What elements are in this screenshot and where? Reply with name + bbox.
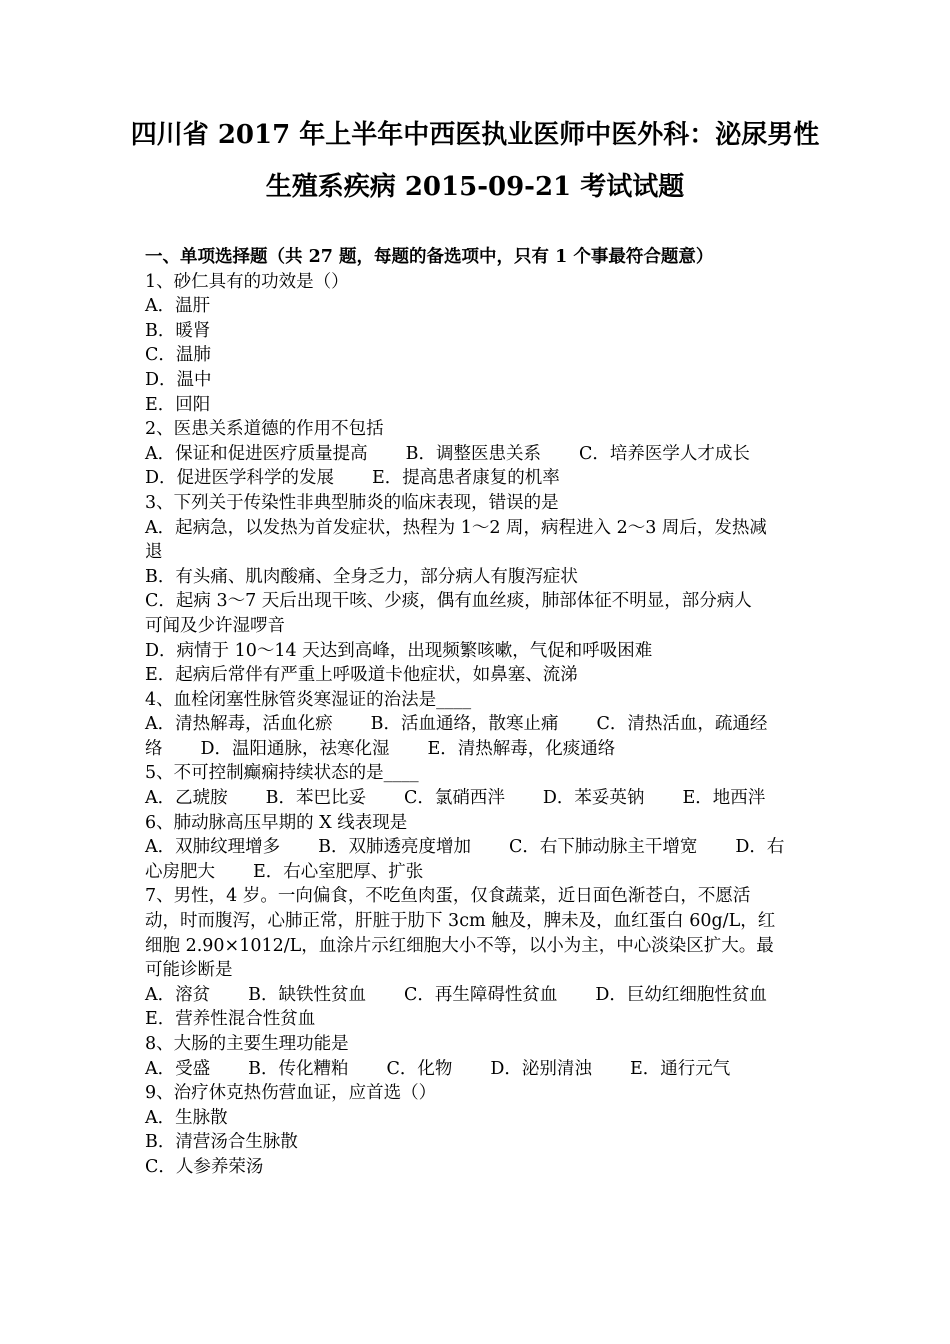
text-line <box>145 860 810 885</box>
text-line <box>145 1007 810 1032</box>
text-segment: A．溶贫 <box>145 984 211 1005</box>
text-segment: A．起病急，以发热为首发症状，热程为 1～2 周，病程进入 2～3 周后，发热减 <box>145 517 767 538</box>
text-segment: 7、男性，4 岁。一向偏食，不吃鱼肉蛋，仅食蔬菜，近日面色渐苍白，不愿活 <box>145 886 751 907</box>
text-segment: B．苯巴比妥 <box>265 788 367 809</box>
text-line <box>145 614 810 639</box>
text-segment: E．地西泮 <box>682 788 766 809</box>
text-line <box>145 737 810 762</box>
text-line <box>145 761 810 786</box>
text-segment: 动，时而腹泻，心肺正常，肝脏于肋下 3cm 触及，脾未及，血红蛋白 60g/L，红 <box>145 911 776 932</box>
text-segment: C．培养医学人才成长 <box>579 443 750 464</box>
text-segment: 3、下列关于传染性非典型肺炎的临床表现，错误的是 <box>145 492 559 513</box>
text-segment: D．右 <box>735 837 785 858</box>
text-line <box>145 417 810 442</box>
text-segment: D．泌别清浊 <box>490 1058 592 1079</box>
text-line <box>145 589 810 614</box>
text-segment: A．温肝 <box>145 296 211 317</box>
text-segment: 络 <box>145 738 163 759</box>
text-segment: C．人参养荣汤 <box>145 1156 264 1177</box>
text-line <box>145 442 810 467</box>
text-segment: B．调整医患关系 <box>405 443 542 464</box>
text-segment: 细胞 2.90×1012/L，血涂片示红细胞大小不等，以小为主，中心淡染区扩大。最 <box>145 935 774 956</box>
text-line <box>145 393 810 418</box>
text-segment: E．回阳 <box>145 394 211 415</box>
text-segment: B．暖肾 <box>145 320 211 341</box>
text-segment: B．缺铁性贫血 <box>248 984 367 1005</box>
text-segment: E．右心室肥厚、扩张 <box>253 861 424 882</box>
text-segment: D．病情于 10～14 天达到高峰，出现频繁咳嗽，气促和呼吸困难 <box>145 640 653 661</box>
text-line <box>145 835 810 860</box>
text-line <box>145 1130 810 1155</box>
text-segment: D．苯妥英钠 <box>542 788 645 809</box>
text-segment: D．温中 <box>145 369 212 390</box>
text-segment: 9、治疗休克热伤营血证，应首选（） <box>145 1083 437 1104</box>
text-line <box>145 811 810 836</box>
text-line <box>145 663 810 688</box>
text-line <box>145 491 810 516</box>
text-line <box>145 1032 810 1057</box>
text-segment: A．保证和促进医疗质量提高 <box>145 443 368 464</box>
question-content <box>145 245 810 1180</box>
text-line <box>145 319 810 344</box>
text-line <box>145 270 810 295</box>
text-segment: 4、血栓闭塞性脉管炎寒湿证的治法是____ <box>145 689 472 710</box>
text-segment: B．传化糟粕 <box>248 1058 349 1079</box>
text-line <box>145 786 810 811</box>
text-segment: E．清热解毒，化痰通络 <box>427 738 616 759</box>
text-line <box>145 884 810 909</box>
text-line <box>145 712 810 737</box>
text-segment: 8、大肠的主要生理功能是 <box>145 1034 349 1054</box>
text-line <box>145 1106 810 1131</box>
text-line <box>145 1057 810 1082</box>
text-segment: D．温阳通脉，祛寒化湿 <box>200 738 390 759</box>
text-segment: B．双肺透亮度增加 <box>318 837 472 858</box>
text-segment: E．通行元气 <box>629 1058 731 1079</box>
text-line <box>145 343 810 368</box>
text-segment: A．受盛 <box>145 1058 211 1079</box>
text-segment: 6、肺动脉高压早期的 X 线表现是 <box>145 812 408 833</box>
text-segment: 可能诊断是 <box>145 960 233 981</box>
text-segment: 5、不可控制癫痫持续状态的是____ <box>145 763 419 784</box>
text-segment: B．有头痛、肌肉酸痛、全身乏力，部分病人有腹泻症状 <box>145 566 578 587</box>
text-segment: 1、砂仁具有的功效是（） <box>145 271 349 292</box>
text-segment: B．清营汤合生脉散 <box>145 1132 298 1153</box>
text-line <box>145 1155 810 1180</box>
text-segment: C．再生障碍性贫血 <box>404 984 558 1005</box>
text-segment: C．清热活血，疏通经 <box>596 714 768 735</box>
text-segment: C．温肺 <box>145 345 211 366</box>
document-title-line-2: 生殖系疾病 2015-09-21 考试试题 <box>265 172 685 202</box>
text-line <box>145 565 810 590</box>
text-line <box>145 909 810 934</box>
text-segment: D．促进医学科学的发展 <box>145 468 335 489</box>
text-segment: A．乙琥胺 <box>145 788 228 809</box>
text-line <box>145 368 810 393</box>
document-title-line-1: 四川省 2017 年上半年中西医执业医师中医外科：泌尿男性 <box>130 120 820 150</box>
text-line <box>145 516 810 541</box>
text-segment: E．营养性混合性贫血 <box>145 1009 316 1030</box>
text-segment: 2、医患关系道德的作用不包括 <box>145 419 384 440</box>
text-line <box>145 639 810 664</box>
text-line <box>145 688 810 713</box>
text-segment: A．清热解毒，活血化瘀 <box>145 714 333 735</box>
text-line <box>145 934 810 959</box>
text-line <box>145 294 810 319</box>
text-line <box>145 540 810 565</box>
text-segment: 退 <box>145 542 163 563</box>
text-line <box>145 466 810 491</box>
text-segment: C．右下肺动脉主干增宽 <box>509 837 698 858</box>
text-segment: E．提高患者康复的机率 <box>372 468 560 489</box>
text-segment: C．化物 <box>386 1058 453 1079</box>
text-segment: E．起病后常伴有严重上呼吸道卡他症状，如鼻塞、流涕 <box>145 665 578 686</box>
text-line <box>145 1081 810 1106</box>
text-segment: A．双肺纹理增多 <box>145 837 281 858</box>
section-heading: 一、单项选择题（共 27 题，每题的备选项中，只有 1 个事最符合题意） <box>145 247 714 267</box>
text-segment: C．起病 3～7 天后出现干咳、少痰，偶有血丝痰，肺部体征不明显，部分病人 <box>145 591 752 612</box>
text-segment: 可闻及少许湿啰音 <box>145 615 285 636</box>
text-segment: 心房肥大 <box>145 861 215 882</box>
text-segment: C．氯硝西泮 <box>404 788 505 809</box>
text-line <box>145 958 810 983</box>
text-segment: A．生脉散 <box>145 1107 228 1128</box>
text-segment: B．活血通络，散寒止痛 <box>370 714 559 735</box>
text-segment: D．巨幼红细胞性贫血 <box>595 984 767 1005</box>
text-line <box>145 983 810 1008</box>
